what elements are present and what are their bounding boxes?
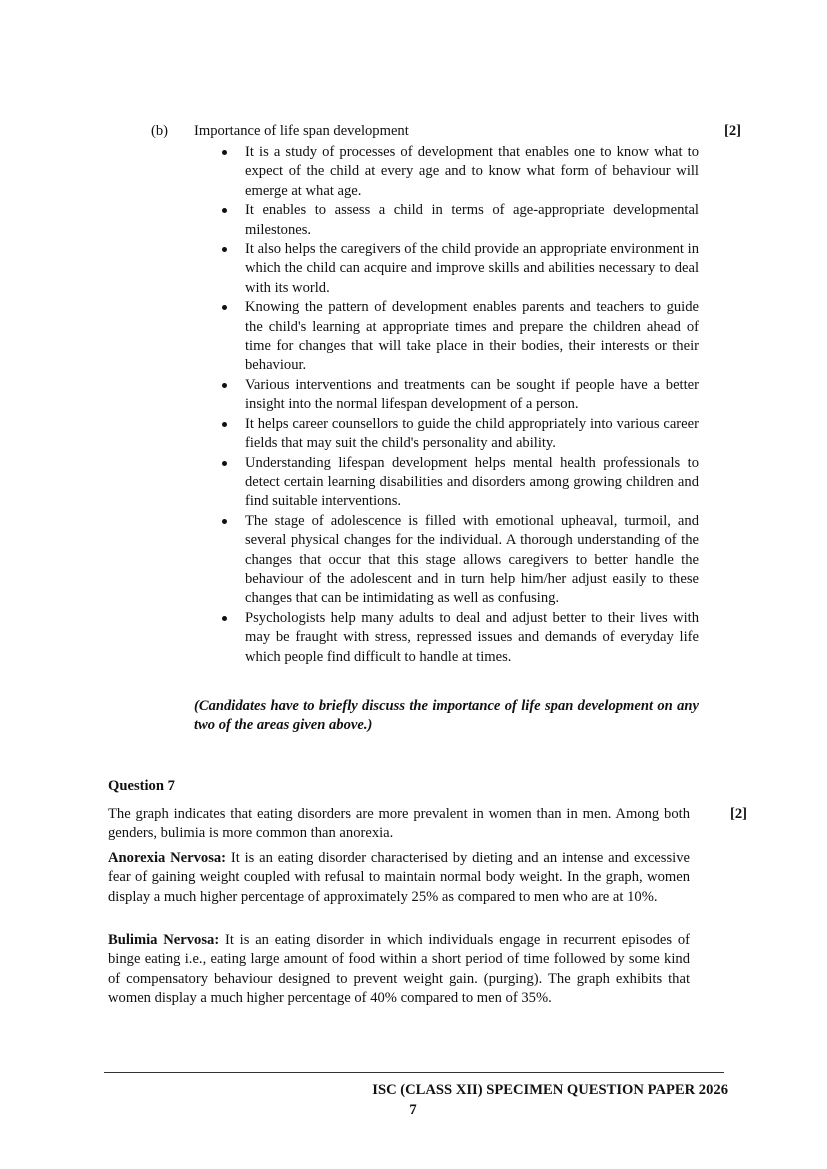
part-label: (b) <box>151 123 169 139</box>
footer-title: ISC (CLASS XII) SPECIMEN QUESTION PAPER 2026 <box>372 1082 728 1098</box>
bullet-list <box>222 143 699 667</box>
anorexia-paragraph <box>108 849 690 907</box>
anorexia-term: Anorexia Nervosa: <box>108 850 227 866</box>
marks-badge: [2] <box>724 123 742 139</box>
list-item: Psychologists help many adults to deal and adjust better to their lives with may be fraught with stress, repressed issues and demands of everyday life which people find difficult to handle at times. <box>222 609 699 667</box>
list-item: Understanding lifespan development helps mental health professionals to detect certain learning disabilities and disorders among growing children and find suitable interventions. <box>222 454 699 512</box>
footer-divider <box>104 1072 724 1073</box>
candidate-note: (Candidates have to briefly discuss the importance of life span development on any two of the areas given above.) <box>194 698 699 734</box>
list-item: The stage of adolescence is filled with emotional upheaval, turmoil, and several physical changes for the individual. A thorough understanding of the changes that occur that this stage allows caregivers to better handle the behaviour of the adolescent and in turn help him/her adjust easily to these changes that can be intimidating as well as confusing. <box>222 512 699 609</box>
list-item: It enables to assess a child in terms of age-appropriate developmental milestones. <box>222 201 699 240</box>
anorexia-text: It is an eating disorder characterised by dieting and an intense and excessive fear of gaining weight coupled with refusal to maintain normal body weight. In the graph, women display a much higher percentage of approximately 25% as compared to men who are at 10%. <box>108 850 690 905</box>
list-item: It helps career counsellors to guide the child appropriately into various career fields that may suit the child's personality and ability. <box>222 415 699 454</box>
page-number: 7 <box>409 1102 417 1118</box>
bulimia-paragraph <box>108 931 690 1009</box>
list-item: It is a study of processes of development that enables one to know what to expect of the child at every age and to know what form of behaviour will emerge at what age. <box>222 143 699 201</box>
marks-badge: [2] <box>730 806 748 822</box>
part-heading: Importance of life span development <box>194 123 409 139</box>
question-title: Question 7 <box>108 778 175 794</box>
question-intro: The graph indicates that eating disorders are more prevalent in women than in men. Among both genders, bulimia is more common than anorexia. <box>108 806 690 842</box>
list-item: It also helps the caregivers of the child provide an appropriate environment in which the child can acquire and improve skills and abilities necessary to deal with its world. <box>222 240 699 298</box>
bulimia-text: It is an eating disorder in which individuals engage in recurrent episodes of binge eating i.e., eating large amount of food within a short period of time followed by some kind of compensatory behaviour designed to prevent weight gain. (purging). The graph exhibits that women display a much higher percentage of 40% compared to men of 35%. <box>108 932 690 1007</box>
list-item: Knowing the pattern of development enables parents and teachers to guide the child's learning at appropriate times and prepare the children ahead of time for changes that will take place in their bodies, their interests or their behaviour. <box>222 298 699 376</box>
bulimia-term: Bulimia Nervosa: <box>108 932 220 948</box>
list-item: Various interventions and treatments can be sought if people have a better insight into the normal lifespan development of a person. <box>222 376 699 415</box>
